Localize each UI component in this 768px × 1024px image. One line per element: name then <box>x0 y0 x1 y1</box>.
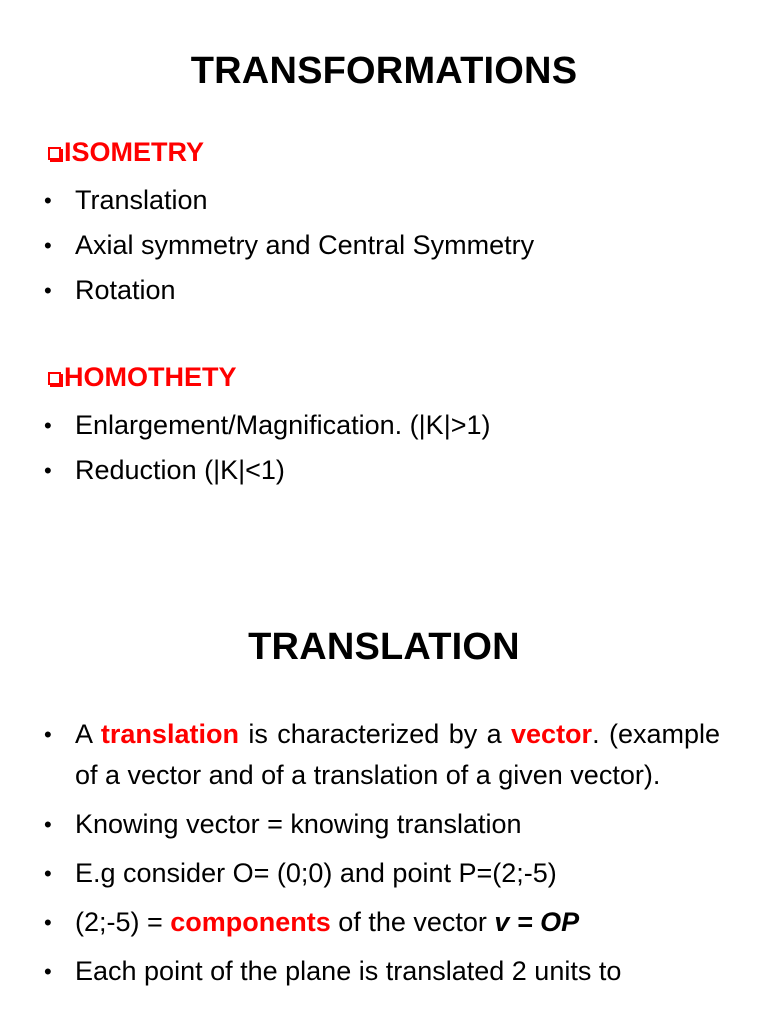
list-item <box>44 853 720 894</box>
bullet-icon: • <box>44 722 52 747</box>
bullet-icon: • <box>44 413 52 438</box>
list-item <box>44 714 720 796</box>
text-run: is characterized by a <box>238 719 512 749</box>
list-item-text: Translation <box>75 185 208 215</box>
bullet-icon: • <box>44 278 52 303</box>
section-heading-label: ISOMETRY <box>64 137 205 167</box>
slide-title: TRANSFORMATIONS <box>190 50 578 92</box>
list-item-text: Reduction (|K|<1) <box>75 455 285 485</box>
term-vector: vector <box>511 719 593 749</box>
vector-expression: v = OP <box>494 907 580 937</box>
slide-translation <box>0 590 768 1024</box>
checkbox-icon <box>48 372 61 385</box>
slide-title: TRANSLATION <box>248 626 520 668</box>
checkbox-icon <box>48 147 61 160</box>
list-item <box>44 223 724 268</box>
list-item-text: Enlargement/Magnification. (|K|>1) <box>75 410 491 440</box>
translation-list <box>44 714 720 1000</box>
term-translation: translation <box>100 719 239 749</box>
homothety-list <box>44 403 724 493</box>
list-item <box>44 902 720 943</box>
bullet-icon: • <box>44 188 52 213</box>
bullet-icon: • <box>44 458 52 483</box>
text-run: (2;-5) = <box>75 907 171 937</box>
bullet-icon: • <box>44 233 52 258</box>
text-run: A <box>75 719 101 749</box>
term-components: components <box>170 907 331 937</box>
list-item <box>44 178 724 223</box>
section-heading-label: HOMOTHETY <box>64 362 237 392</box>
bullet-icon: • <box>44 861 52 886</box>
list-item-text: Knowing vector = knowing translation <box>75 809 522 839</box>
text-run: of the vector <box>330 907 495 937</box>
list-item <box>44 268 724 313</box>
list-item <box>44 951 720 992</box>
section-heading-isometry <box>48 137 204 168</box>
bullet-icon: • <box>44 812 52 837</box>
list-item-text: E.g consider O= (0;0) and point P=(2;-5) <box>75 858 557 888</box>
text-run: . (example of a vector and of a translation of a given vector). <box>75 719 720 790</box>
list-item-text: Axial symmetry and Central Symmetry <box>75 230 535 260</box>
bullet-icon: • <box>44 959 52 984</box>
isometry-list <box>44 178 724 313</box>
list-item-text: Each point of the plane is translated 2 units to <box>75 956 622 986</box>
list-item <box>44 448 724 493</box>
list-item <box>44 403 724 448</box>
bullet-icon: • <box>44 910 52 935</box>
list-item <box>44 804 720 845</box>
section-heading-homothety <box>48 362 237 393</box>
list-item-text: Rotation <box>75 275 176 305</box>
